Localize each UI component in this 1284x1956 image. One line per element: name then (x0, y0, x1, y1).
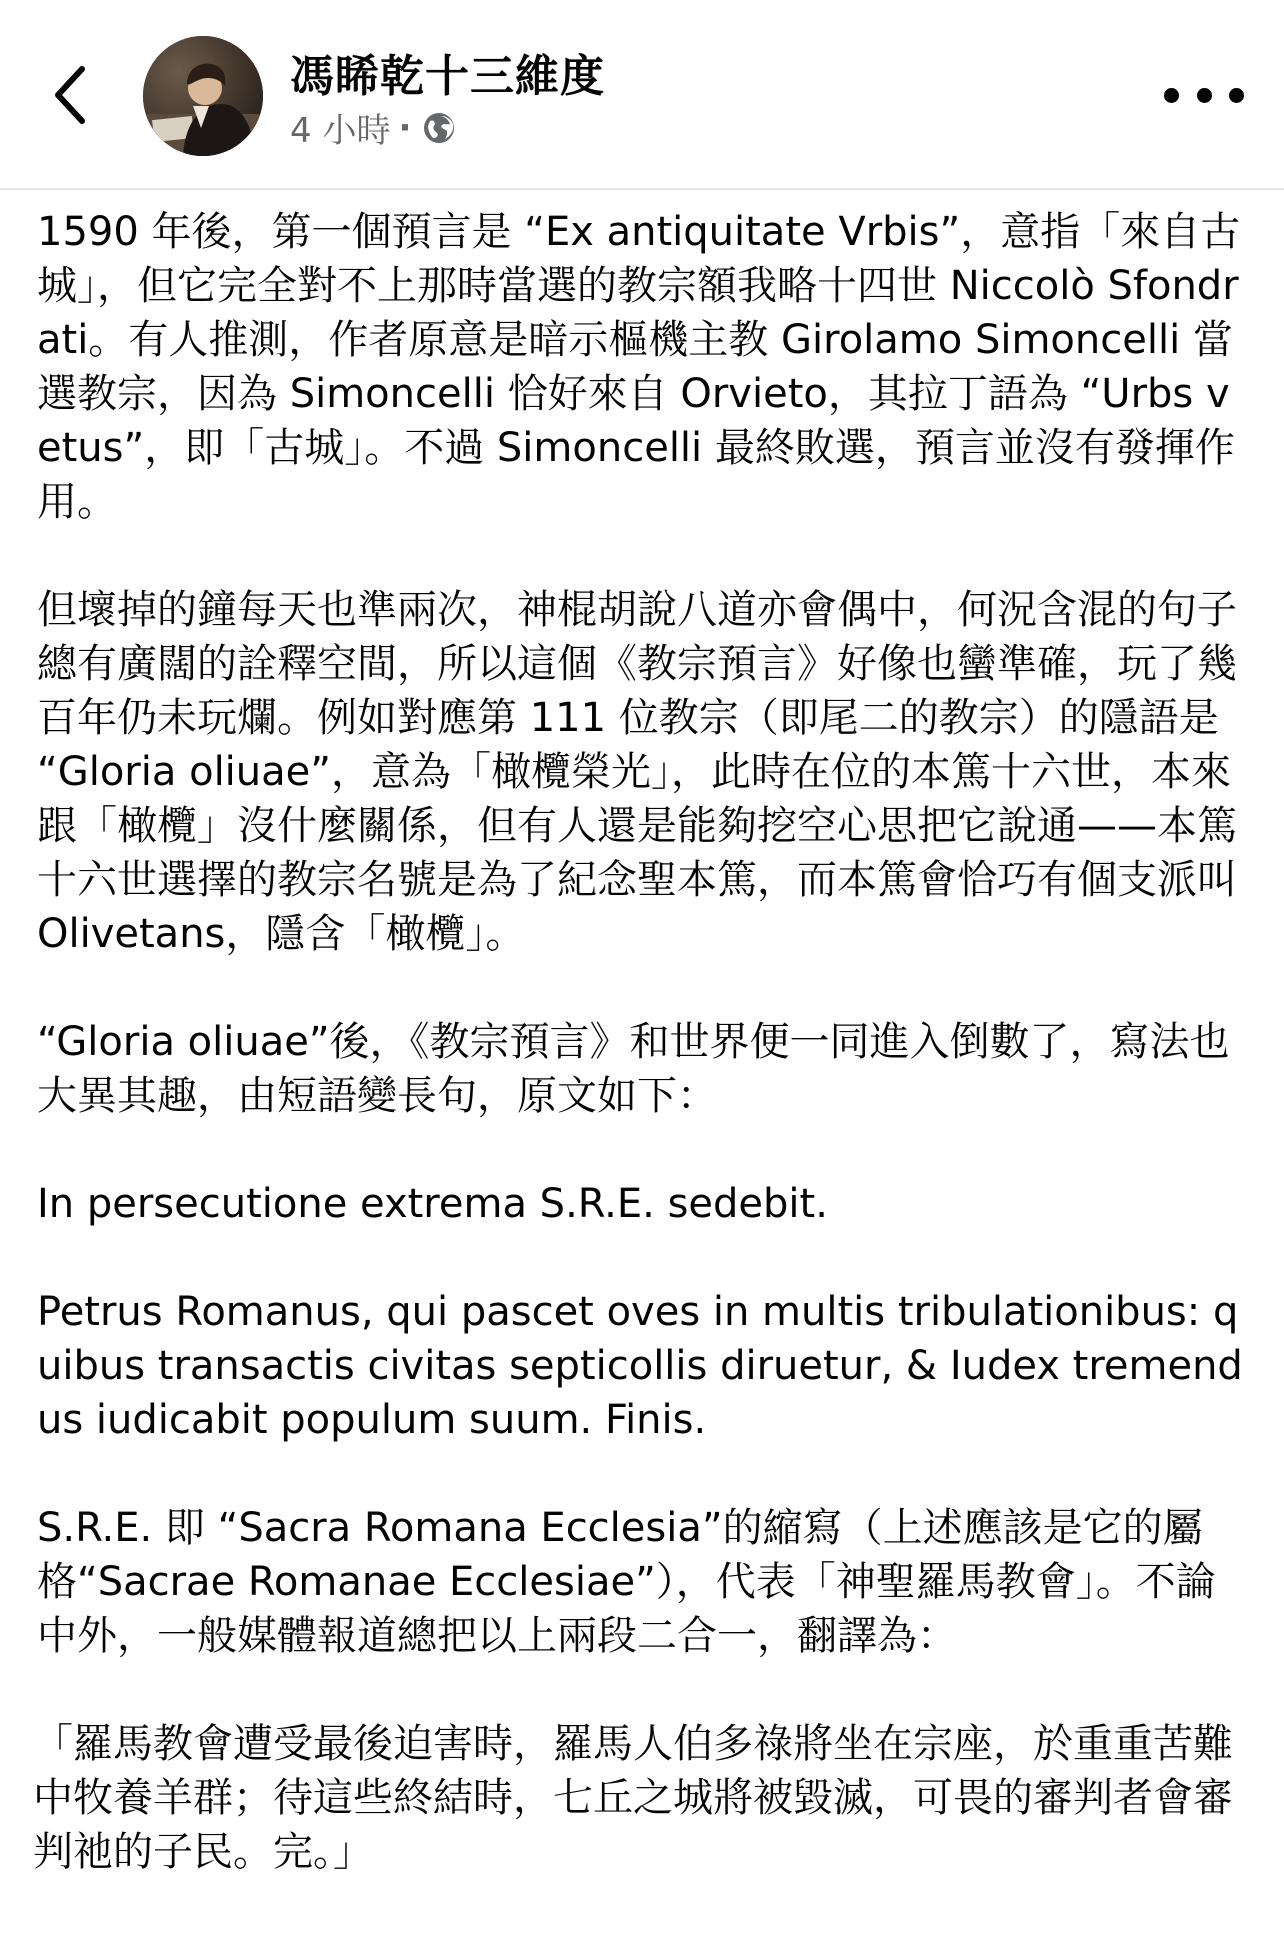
post-paragraph: 1590 年後，第一個預言是 “Ex antiquitate Vrbis”，意指「來自古城」，但它完全對不上那時當選的教宗額我略十四世 Niccolò Sfondrati。有人推測，作者原意是暗示樞機主教 Girolamo Simoncelli 當選教宗，因為 Simoncelli 恰好來自 Orvieto，其拉丁語為 “Urbs vetus”，即「古城」。不過 Simoncelli 最終敗選，預言並沒有發揮作用。 (37, 209, 1241, 525)
post-header (0, 0, 1284, 190)
post-paragraph: 但壞掉的鐘每天也準兩次，神棍胡說八道亦會偶中，何況含混的句子總有廣闊的詮釋空間，所以這個《教宗預言》好像也蠻準確，玩了幾百年仍未玩爛。例如對應第 111 位教宗（即尾二的教宗）的隱語是 “Gloria oliuae”，意為「橄欖榮光」，此時在位的本篤十六世，本來跟「橄欖」沒什麼關係，但有人還是能夠挖空心思把它說通——本篤十六世選擇的教宗名號是為了紀念聖本篤，而本篤會恰巧有個支派叫 Olivetans，隱含「橄欖」。 (37, 587, 1250, 957)
latin-quote-line: In persecutione extrema S.R.E. sedebit. (37, 1181, 828, 1227)
chevron-left-icon (50, 63, 90, 127)
back-button[interactable] (40, 55, 100, 135)
post-paragraph: “Gloria oliuae”後，《教宗預言》和世界便一同進入倒數了，寫法也大異其趣，由短語變長句，原文如下： (37, 1019, 1230, 1119)
latin-quote-paragraph: Petrus Romanus, qui pascet oves in multis tribulationibus: quibus transactis civitas septicollis diruetur, & Iudex tremendus iudicabit populum suum. Finis. (37, 1289, 1243, 1443)
author-avatar[interactable] (143, 36, 263, 156)
more-options-button[interactable] (1164, 70, 1244, 120)
translation-quote: 「羅馬教會遭受最後迫害時，羅馬人伯多祿將坐在宗座，於重重苦難中牧養羊群；待這些終結時，七丘之城將被毀滅，可畏的審判者會審判祂的子民。完。」 (33, 1721, 1233, 1875)
avatar-image (143, 36, 263, 156)
post-body (33, 205, 1252, 1933)
globe-icon[interactable] (421, 110, 457, 146)
more-dot (1197, 88, 1212, 103)
post-timestamp[interactable]: 4 小時 (290, 111, 391, 151)
author-name[interactable]: 馮睎乾十三維度 (290, 51, 605, 102)
meta-separator: · (398, 107, 412, 148)
more-horizontal-icon (1164, 88, 1179, 103)
more-dot (1229, 88, 1244, 103)
post-paragraph: S.R.E. 即 “Sacra Romana Ecclesia”的縮寫（上述應該是它的屬格“Sacrae Romanae Ecclesiae”），代表「神聖羅馬教會」。不論中外，一般媒體報道總把以上兩段二合一，翻譯為： (37, 1505, 1216, 1659)
post-meta (290, 103, 457, 152)
